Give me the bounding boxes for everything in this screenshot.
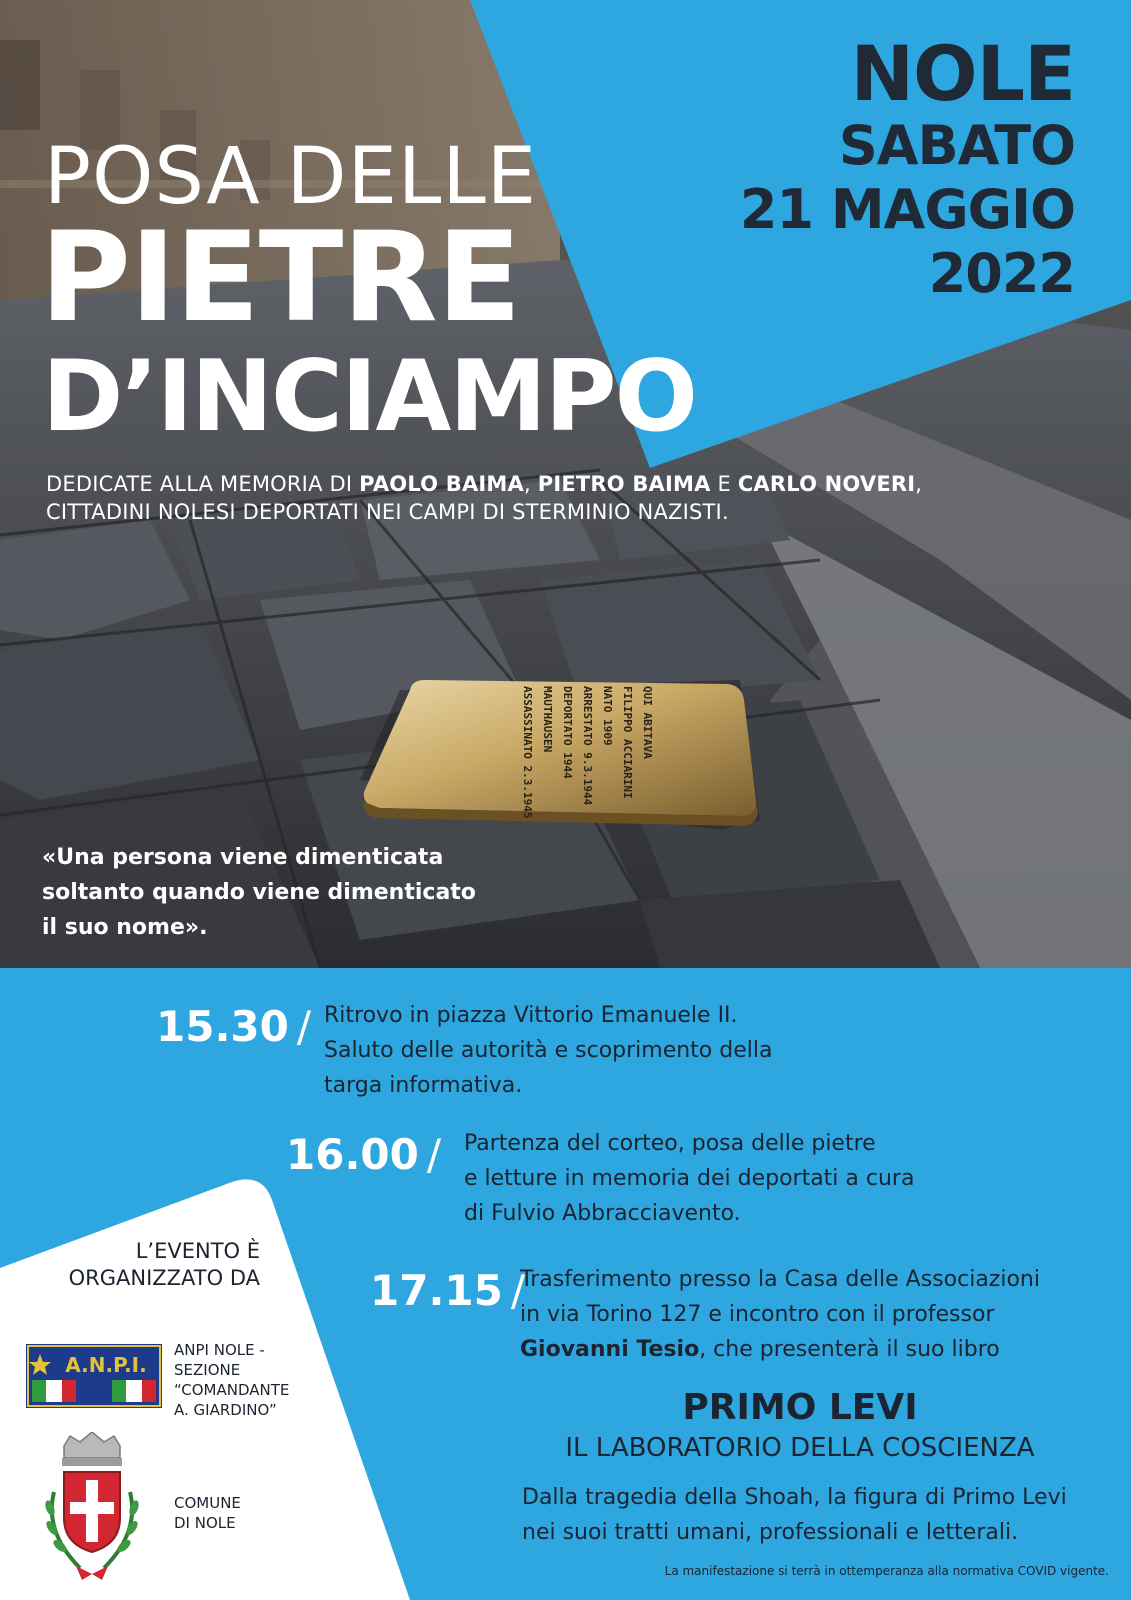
dedication-line-2: CITTADINI NOLESI DEPORTATI NEI CAMPI DI STERMINIO NAZISTI.	[46, 500, 729, 524]
event-year: 2022	[928, 242, 1075, 305]
dedication-separator: ,	[523, 472, 538, 496]
quote-line: soltanto quando viene dimenticato	[42, 880, 476, 905]
schedule-time-1	[156, 1002, 312, 1051]
schedule-line: e letture in memoria dei deportati a cura	[464, 1166, 915, 1191]
dedication-prefix: DEDICATE ALLA MEMORIA DI	[46, 472, 360, 496]
dedication-suffix: ,	[915, 472, 923, 496]
anpi-line: SEZIONE	[174, 1361, 241, 1379]
dedication-name-2: PIETRO BAIMA	[537, 472, 711, 496]
book-desc-line: Dalla tragedia della Shoah, la figura di Primo Levi	[522, 1485, 1067, 1510]
schedule-line: in via Torino 127 e incontro con il professor	[520, 1302, 995, 1327]
time-value: 16.00	[286, 1130, 419, 1179]
schedule-time-3	[370, 1266, 526, 1315]
anpi-line: ANPI NOLE -	[174, 1341, 265, 1359]
time-value: 15.30	[156, 1002, 289, 1051]
comune-crest-icon	[40, 1432, 144, 1582]
stone-text-line: NATO 1909	[601, 686, 614, 746]
book-desc-line: nei suoi tratti umani, professionali e letterali.	[522, 1520, 1019, 1545]
schedule-line: di Fulvio Abbracciavento.	[464, 1201, 741, 1226]
book-subtitle: IL LABORATORIO DELLA COSCIENZA	[565, 1433, 1035, 1463]
event-day-month: 21 MAGGIO	[739, 178, 1075, 241]
anpi-description	[174, 1340, 334, 1420]
comune-line: COMUNE	[174, 1494, 241, 1512]
title-line-1: POSA DELLE	[44, 132, 538, 222]
stone-text-line: DEPORTATO 1944	[561, 686, 574, 779]
covid-note: La manifestazione si terrà in ottemperanza alla normativa COVID vigente.	[664, 1564, 1109, 1578]
comune-line: DI NOLE	[174, 1514, 236, 1532]
dedication-name-3: CARLO NOVERI	[737, 472, 916, 496]
schedule-time-2	[286, 1130, 442, 1179]
anpi-line: A. GIARDINO”	[174, 1401, 277, 1419]
schedule-line: Saluto delle autorità e scoprimento della	[324, 1038, 773, 1063]
event-weekday: SABATO	[838, 114, 1075, 177]
schedule-desc-1	[324, 998, 884, 1103]
anpi-line: “COMANDANTE	[174, 1381, 290, 1399]
time-value: 17.15	[370, 1266, 503, 1315]
speaker-name: Giovanni Tesio	[520, 1337, 700, 1362]
schedule-line: Partenza del corteo, posa delle pietre	[464, 1131, 876, 1156]
dedication-name-1: PAOLO BAIMA	[359, 472, 524, 496]
stone-text-line: QUI ABITAVA	[641, 686, 654, 759]
stone-text-line: ARRESTATO 9.3.1944	[581, 686, 594, 806]
anpi-logo	[26, 1344, 162, 1408]
stone-text-line: ASSASSINATO 2.3.1945	[521, 686, 534, 819]
dedication-separator: E	[710, 472, 738, 496]
stone-text-line: MAUTHAUSEN	[541, 686, 554, 753]
schedule-line: , che presenterà il suo libro	[699, 1337, 1000, 1362]
time-slash: /	[296, 1002, 312, 1051]
time-slash: /	[510, 1266, 526, 1315]
schedule-line: Trasferimento presso la Casa delle Associazioni	[520, 1267, 1040, 1292]
stone-text-line: FILIPPO ACCIARINI	[621, 686, 634, 799]
organizer-heading-line: ORGANIZZATO DA	[68, 1266, 260, 1290]
schedule-desc-3	[520, 1262, 1120, 1367]
quote-line: il suo nome».	[42, 915, 208, 940]
schedule-desc-2	[464, 1126, 1064, 1231]
title-line-2: PIETRE	[40, 206, 521, 350]
title-line-3: D’INCIAMPO	[42, 340, 696, 454]
time-slash: /	[426, 1130, 442, 1179]
event-place: NOLE	[850, 29, 1075, 118]
anpi-logo-text: A.N.P.I.	[65, 1353, 147, 1377]
schedule-line: targa informativa.	[324, 1073, 523, 1098]
organizer-heading-line: L’EVENTO È	[135, 1239, 260, 1263]
book-title: PRIMO LEVI	[682, 1387, 918, 1428]
organizer-heading	[40, 1238, 260, 1292]
book-description	[522, 1480, 1102, 1550]
quote-line: «Una persona viene dimenticata	[42, 845, 444, 870]
schedule-line: Ritrovo in piazza Vittorio Emanuele II.	[324, 1003, 738, 1028]
comune-description	[174, 1493, 314, 1533]
